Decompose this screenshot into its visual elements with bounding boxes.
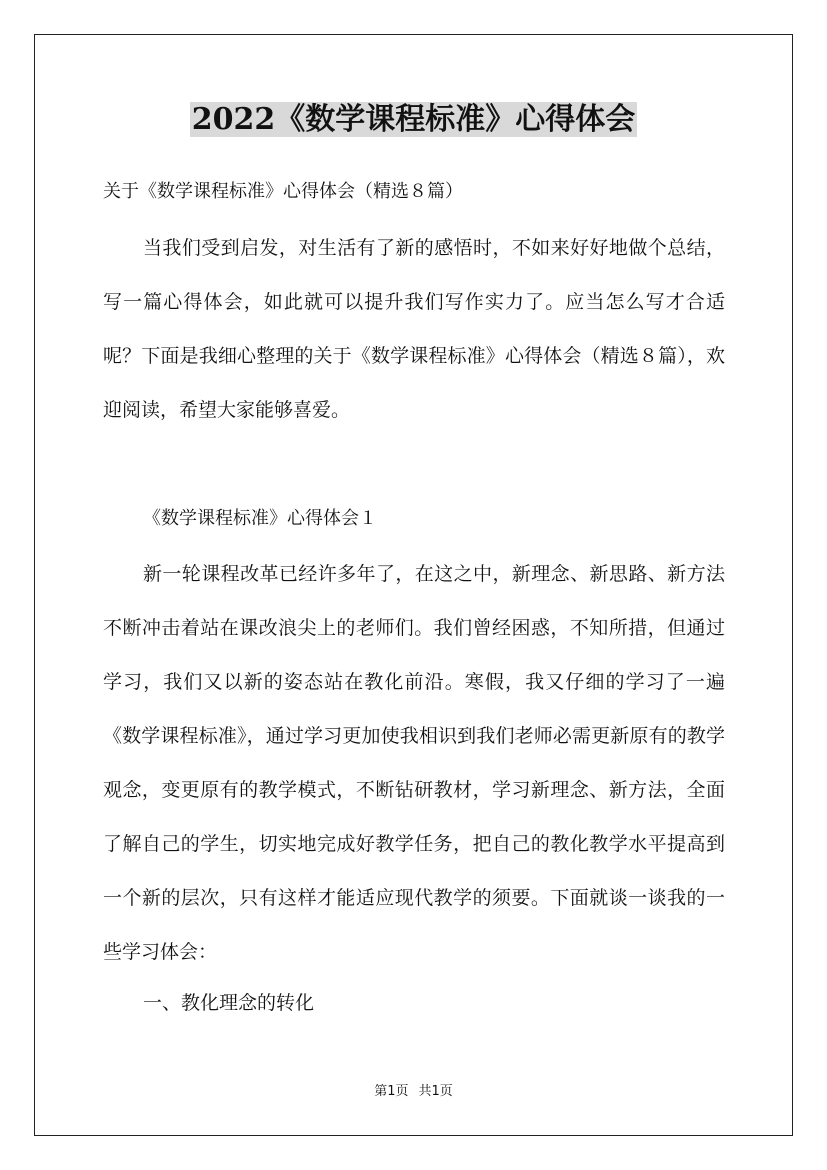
document-subtitle: 关于《数学课程标准》心得体会（精选８篇）: [103, 181, 463, 202]
document-title: [0, 98, 827, 142]
body-paragraph: 新一轮课程改革已经许多年了，在这之中，新理念、新思路、新方法不断冲击着站在课改浪尖上的老师们。我们曾经困惑，不知所措，但通过学习，我们又以新的姿态站在教化前沿。寒假，我又仔细的学习了一遍《数学课程标准》，通过学习更加使我相识到我们老师必需更新原有的教学观念，变更原有的教学模式，不断钻研教材，学习新理念、新方法，全面了解自己的学生，切实地完成好教学任务，把自己的教化教学水平提高到一个新的层次，只有这样才能适应现代教学的须要。下面就谈一谈我的一些学习体会：: [103, 563, 725, 963]
page-number: 第1页: [374, 1084, 409, 1099]
section-heading: 《数学课程标准》心得体会１: [143, 508, 377, 529]
page-footer: [0, 1083, 827, 1101]
intro-paragraph: 当我们受到启发，对生活有了新的感悟时，不如来好好地做个总结，写一篇心得体会，如此就可以提升我们写作实力了。应当怎么写才合适呢？下面是我细心整理的关于《数学课程标准》心得体会（精选８篇），欢迎阅读，希望大家能够喜爱。: [103, 237, 725, 421]
document-title-text: 2022《数学课程标准》心得体会: [191, 102, 636, 137]
sub-heading: 一、教化理念的转化: [143, 992, 315, 1014]
page-total: 共1页: [418, 1084, 453, 1099]
